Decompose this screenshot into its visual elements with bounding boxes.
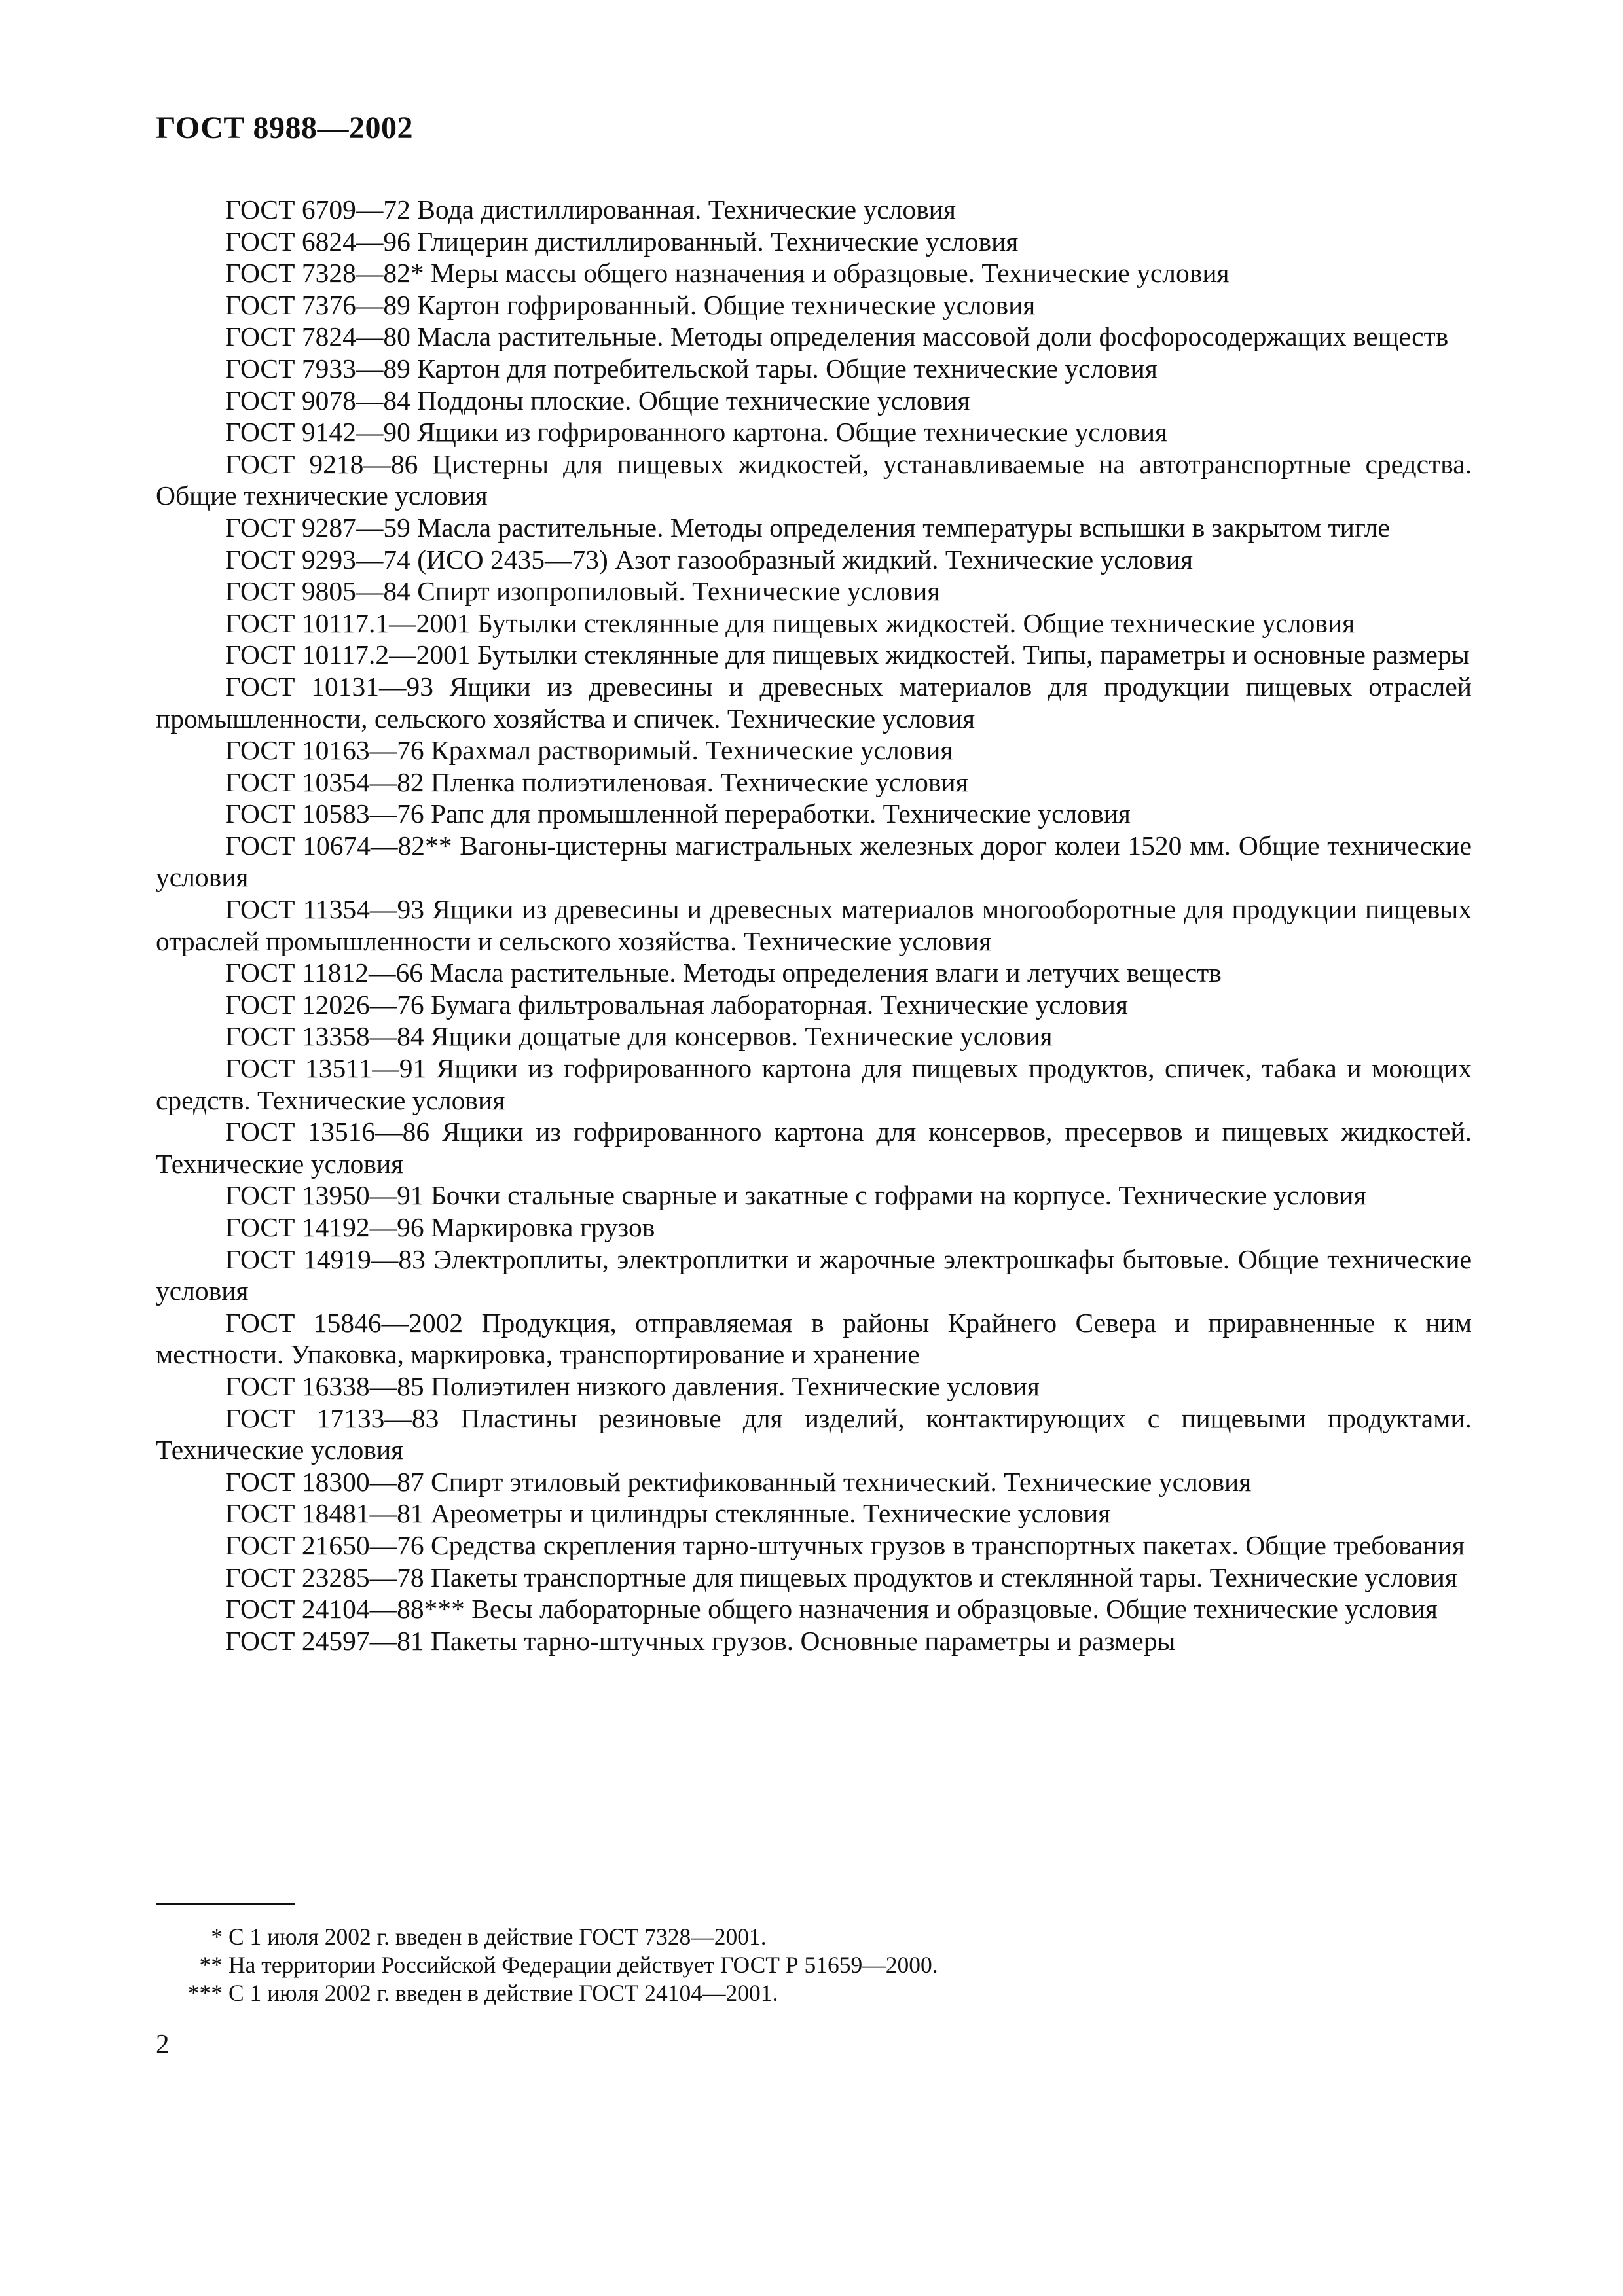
footnote-item <box>156 1951 1472 1979</box>
reference-item: ГОСТ 15846—2002 Продукция, отправляемая в районы Крайнего Севера и приравненные к ним местности. Упаковка, маркировка, транспортирование и хранение <box>156 1307 1472 1370</box>
document-header: ГОСТ 8988—2002 <box>156 111 413 145</box>
normative-references-list <box>156 194 1472 1657</box>
reference-item: ГОСТ 7376—89 Картон гофрированный. Общие технические условия <box>225 289 1036 320</box>
reference-item: ГОСТ 9078—84 Поддоны плоские. Общие технические условия <box>225 385 970 416</box>
reference-item: ГОСТ 10131—93 Ящики из древесины и древесных материалов для продукции пищевых отраслей промышленности, сельского хозяйства и спичек. Технические условия <box>156 671 1472 734</box>
footnote-text: На территории Российской Федерации действует ГОСТ Р 51659—2000. <box>228 1952 938 1978</box>
reference-item: ГОСТ 13511—91 Ящики из гофрированного картона для пищевых продуктов, спичек, табака и моющих средств. Технические условия <box>156 1053 1472 1115</box>
footnote-text: С 1 июля 2002 г. введен в действие ГОСТ 7328—2001. <box>228 1924 767 1950</box>
reference-item: ГОСТ 14919—83 Электроплиты, электроплитки и жарочные электрошкафы бытовые. Общие технические условия <box>156 1244 1472 1306</box>
reference-item: ГОСТ 9293—74 (ИСО 2435—73) Азот газообразный жидкий. Технические условия <box>225 544 1194 575</box>
footnote-text: С 1 июля 2002 г. введен в действие ГОСТ 24104—2001. <box>228 1980 778 2006</box>
reference-item: ГОСТ 18481—81 Ареометры и цилиндры стеклянные. Технические условия <box>225 1498 1111 1529</box>
reference-item: ГОСТ 12026—76 Бумага фильтровальная лабораторная. Технические условия <box>225 989 1128 1020</box>
page-number: 2 <box>156 2028 170 2058</box>
reference-item: ГОСТ 13516—86 Ящики из гофрированного картона для консервов, пресервов и пищевых жидкостей. Технические условия <box>156 1117 1472 1179</box>
reference-item: ГОСТ 13950—91 Бочки стальные сварные и закатные с гофрами на корпусе. Технические условия <box>225 1180 1366 1211</box>
reference-item: ГОСТ 9287—59 Масла растительные. Методы определения температуры вспышки в закрытом тигле <box>225 512 1390 543</box>
reference-item: ГОСТ 10117.1—2001 Бутылки стеклянные для пищевых жидкостей. Общие технические условия <box>225 607 1355 638</box>
reference-item: ГОСТ 24597—81 Пакеты тарно-штучных грузов. Основные параметры и размеры <box>225 1625 1176 1656</box>
reference-item: ГОСТ 9142—90 Ящики из гофрированного картона. Общие технические условия <box>225 417 1168 448</box>
footnotes <box>156 1923 1472 2007</box>
footnote-mark: ** <box>199 1952 223 1978</box>
reference-item: ГОСТ 7824—80 Масла растительные. Методы определения массовой доли фосфоросодержащих веществ <box>225 321 1449 352</box>
reference-item: ГОСТ 21650—76 Средства скрепления тарно-штучных грузов в транспортных пакетах. Общие требования <box>225 1530 1465 1560</box>
reference-item: ГОСТ 7328—82* Меры массы общего назначения и образцовые. Технические условия <box>225 258 1230 289</box>
reference-item: ГОСТ 9218—86 Цистерны для пищевых жидкостей, устанавливаемые на автотранспортные средства. Общие технические условия <box>156 448 1472 511</box>
reference-item: ГОСТ 11812—66 Масла растительные. Методы определения влаги и летучих веществ <box>225 958 1222 988</box>
footnote-mark: * <box>211 1924 223 1950</box>
reference-item: ГОСТ 10117.2—2001 Бутылки стеклянные для пищевых жидкостей. Типы, параметры и основные размеры <box>225 639 1470 670</box>
reference-item: ГОСТ 16338—85 Полиэтилен низкого давления. Технические условия <box>225 1371 1040 1401</box>
footnote-divider <box>156 1903 295 1905</box>
reference-item: ГОСТ 14192—96 Маркировка грузов <box>225 1212 655 1242</box>
reference-item: ГОСТ 10583—76 Рапс для промышленной переработки. Технические условия <box>225 798 1131 829</box>
reference-item: ГОСТ 6709—72 Вода дистиллированная. Технические условия <box>225 194 956 224</box>
reference-item: ГОСТ 7933—89 Картон для потребительской тары. Общие технические условия <box>225 353 1158 384</box>
reference-item: ГОСТ 10163—76 Крахмал растворимый. Технические условия <box>225 735 953 766</box>
reference-item: ГОСТ 17133—83 Пластины резиновые для изделий, контактирующих с пищевыми продуктами. Технические условия <box>156 1403 1472 1465</box>
footnote-mark: *** <box>187 1980 223 2006</box>
reference-item: ГОСТ 10354—82 Пленка полиэтиленовая. Технические условия <box>225 766 968 797</box>
footnote-item <box>156 1979 1472 2007</box>
reference-item: ГОСТ 18300—87 Спирт этиловый ректификованный технический. Технические условия <box>225 1466 1252 1497</box>
reference-item: ГОСТ 6824—96 Глицерин дистиллированный. Технические условия <box>225 226 1019 257</box>
reference-item: ГОСТ 23285—78 Пакеты транспортные для пищевых продуктов и стеклянной тары. Технические условия <box>225 1562 1457 1592</box>
reference-item: ГОСТ 11354—93 Ящики из древесины и древесных материалов многооборотные для продукции пищевых отраслей промышленности и сельского хозяйства. Технические условия <box>156 894 1472 956</box>
footnote-item <box>156 1923 1472 1951</box>
reference-item: ГОСТ 13358—84 Ящики дощатые для консервов. Технические условия <box>225 1021 1053 1052</box>
reference-item: ГОСТ 24104—88*** Весы лабораторные общего назначения и образцовые. Общие технические условия <box>225 1594 1438 1624</box>
reference-item: ГОСТ 10674—82** Вагоны-цистерны магистральных железных дорог колеи 1520 мм. Общие технические условия <box>156 830 1472 893</box>
reference-item: ГОСТ 9805—84 Спирт изопропиловый. Технические условия <box>225 576 940 607</box>
